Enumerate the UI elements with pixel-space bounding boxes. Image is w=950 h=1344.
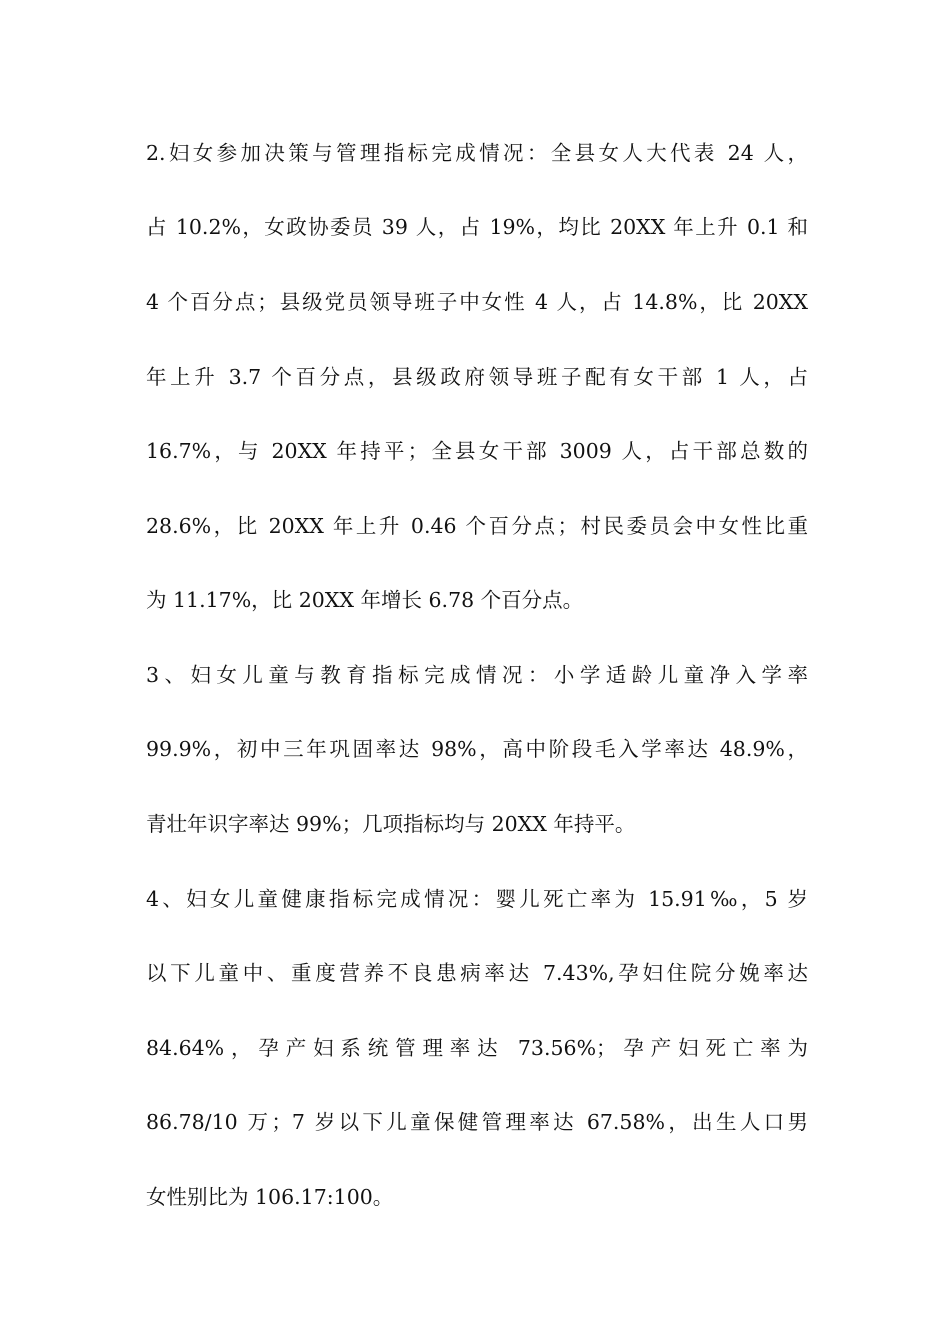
paragraph-2-line-3: 4 个百分点；县级党员领导班子中女性 4 人，占 14.8%，比 20XX: [146, 290, 808, 314]
paragraph-3-line-3: 青壮年识字率达 99%；几项指标均与 20XX 年持平。: [146, 812, 636, 836]
paragraph-3-line-2: 99.9%，初中三年巩固率达 98%，高中阶段毛入学率达 48.9%，: [146, 737, 808, 761]
paragraph-4-line-5: 女性别比为 106.17:100。: [146, 1185, 394, 1209]
paragraph-3-line-1: 3、妇女儿童与教育指标完成情况：小学适龄儿童净入学率: [146, 663, 808, 687]
paragraph-2-line-6: 28.6%，比 20XX 年上升 0.46 个百分点；村民委员会中女性比重: [146, 514, 808, 538]
paragraph-4-line-2: 以下儿童中、重度营养不良患病率达 7.43%,孕妇住院分娩率达: [146, 961, 808, 985]
paragraph-2-line-7: 为 11.17%，比 20XX 年增长 6.78 个百分点。: [146, 588, 584, 612]
paragraph-2-line-2: 占 10.2%，女政协委员 39 人，占 19%，均比 20XX 年上升 0.1 和: [146, 215, 808, 239]
paragraph-4-line-3: 84.64%，孕产妇系统管理率达 73.56%；孕产妇死亡率为: [146, 1036, 808, 1060]
paragraph-4-line-1: 4、妇女儿童健康指标完成情况：婴儿死亡率为 15.91‰，5 岁: [146, 887, 808, 911]
paragraph-2-line-1: 2.妇女参加决策与管理指标完成情况：全县女人大代表 24 人，: [146, 141, 808, 165]
paragraph-2-line-5: 16.7%，与 20XX 年持平；全县女干部 3009 人，占干部总数的: [146, 439, 808, 463]
paragraph-4-line-4: 86.78/10 万；7 岁以下儿童保健管理率达 67.58%，出生人口男: [146, 1110, 808, 1134]
paragraph-2-line-4: 年上升 3.7 个百分点，县级政府领导班子配有女干部 1 人，占: [146, 365, 808, 389]
